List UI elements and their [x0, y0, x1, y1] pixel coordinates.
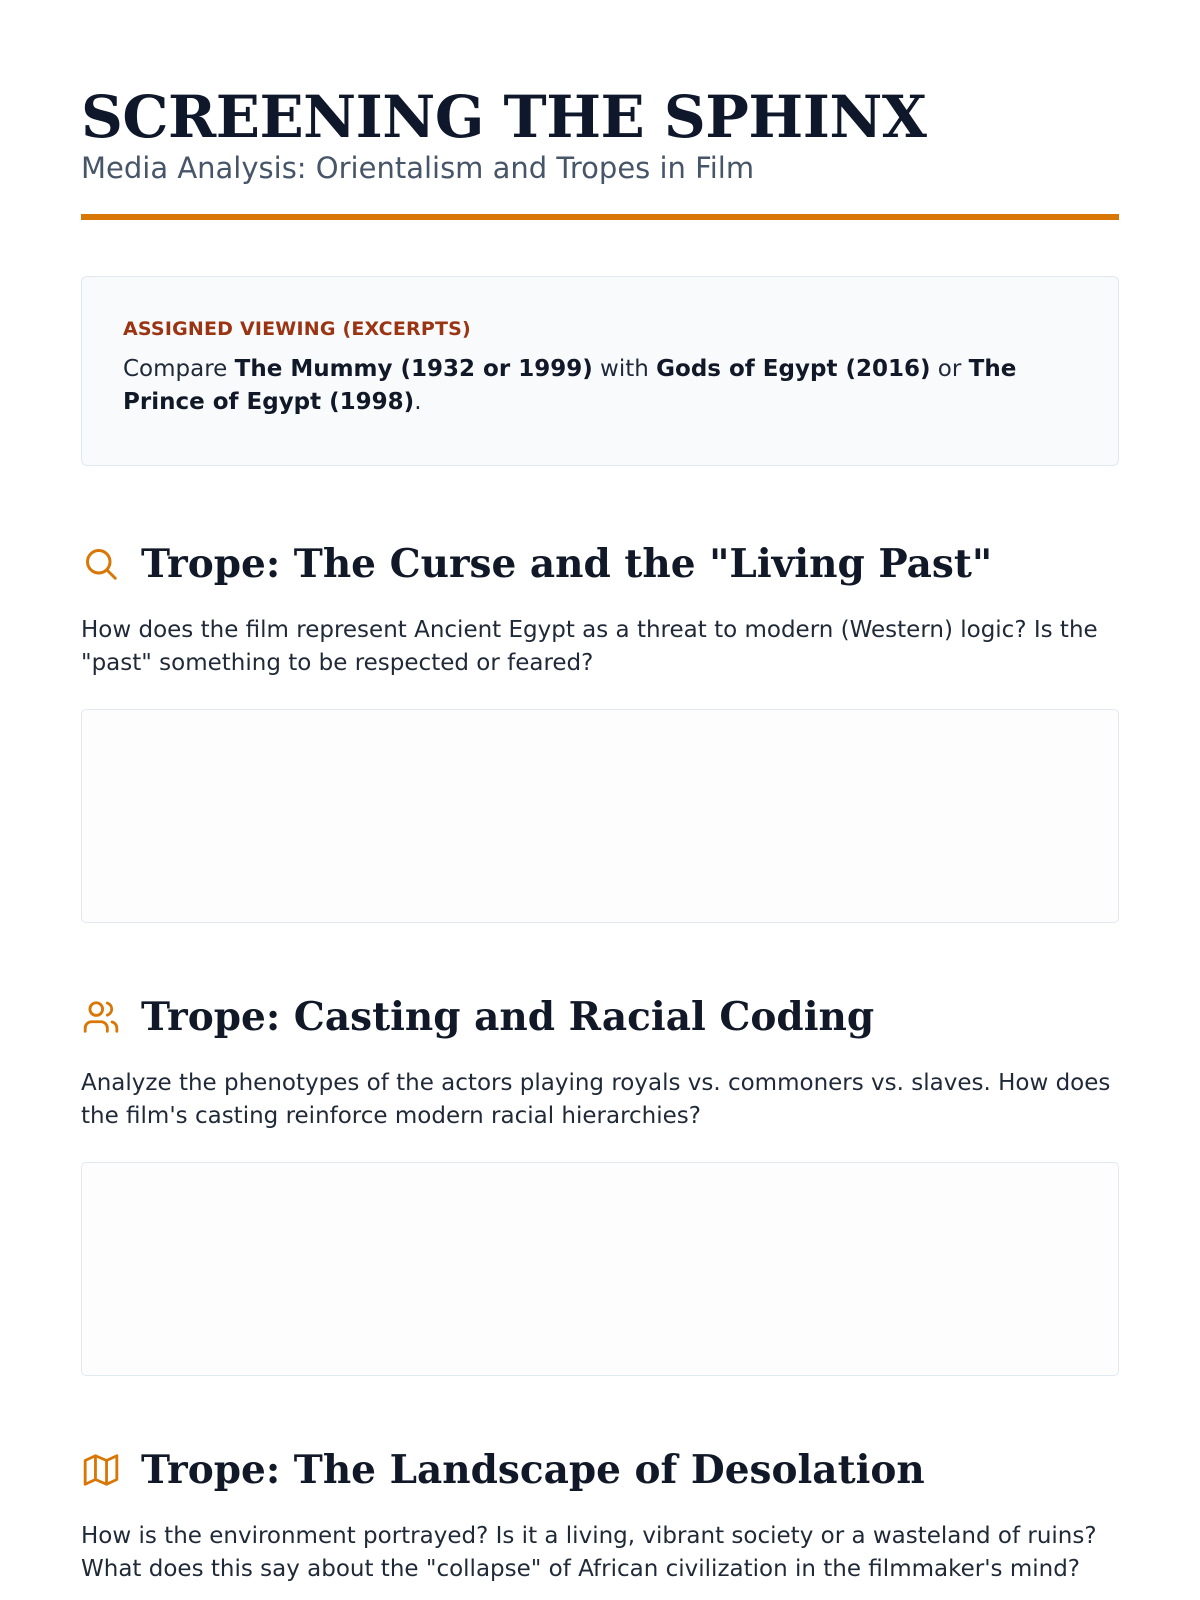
section-living-past: [81, 534, 1119, 923]
answer-box-casting[interactable]: [81, 1162, 1119, 1376]
section-title: Trope: The Landscape of Desolation: [141, 1447, 925, 1493]
page-title: SCREENING THE SPHINX: [81, 83, 927, 151]
assigned-viewing-card: [81, 276, 1119, 466]
section-landscape: [81, 1440, 1119, 1586]
answer-box-living-past[interactable]: [81, 709, 1119, 923]
search-icon: [81, 544, 121, 584]
map-icon: [81, 1450, 121, 1490]
section-title: Trope: Casting and Racial Coding: [141, 994, 875, 1040]
film-title-gods-of-egypt: Gods of Egypt (2016): [656, 356, 931, 382]
with-text: with: [592, 356, 657, 382]
page-header: [81, 0, 1119, 220]
section-heading: [81, 534, 1119, 594]
section-heading: [81, 987, 1119, 1047]
page-subtitle: Media Analysis: Orientalism and Tropes in Film: [81, 151, 755, 185]
section-prompt: How is the environment portrayed? Is it a living, vibrant society or a wasteland of ruins? What does this say about the "collapse" of African civilization in the filmmaker's mind?: [81, 1523, 1097, 1582]
header-divider: [81, 214, 1119, 220]
period-text: .: [414, 389, 422, 415]
section-title: Trope: The Curse and the "Living Past": [141, 541, 993, 587]
assigned-viewing-text: [123, 353, 1078, 419]
assigned-viewing-label: ASSIGNED VIEWING (EXCERPTS): [123, 318, 471, 340]
section-prompt: How does the film represent Ancient Egypt as a threat to modern (Western) logic? Is the "past" something to be respected or feared?: [81, 617, 1098, 676]
film-title-mummy: The Mummy (1932 or 1999): [234, 356, 593, 382]
film-title-prince-of-egypt: The Prince of Egypt (1998): [123, 356, 1017, 415]
or-text: or: [930, 356, 969, 382]
section-casting: [81, 987, 1119, 1376]
users-icon: [81, 997, 121, 1037]
section-prompt: Analyze the phenotypes of the actors playing royals vs. commoners vs. slaves. How does the film's casting reinforce modern racial hierarchies?: [81, 1070, 1111, 1129]
section-heading: [81, 1440, 1119, 1500]
compare-text: Compare: [123, 356, 235, 382]
